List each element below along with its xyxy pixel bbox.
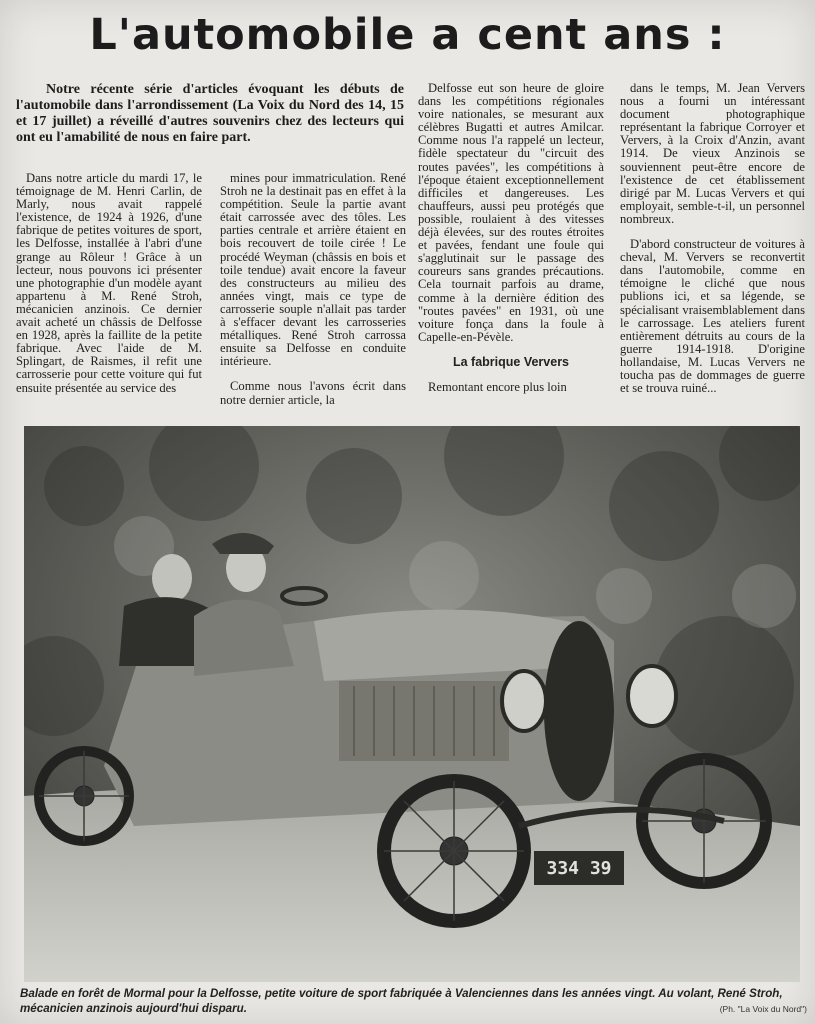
article-column-4 (620, 82, 805, 395)
vintage-car-photo (24, 426, 800, 982)
column-2-continued: Comme nous l'avons écrit dans notre dernier article, la (220, 379, 406, 407)
section-subhead: La fabrique Ververs (452, 354, 570, 369)
article-column-2 (220, 172, 406, 407)
lead-paragraph: Notre récente série d'articles évoquant les débuts de l'automobile dans l'arrondissement (La Voix du Nord des 14, 15 et 17 juillet) a réveillé d'autres souvenirs chez des lecteurs qui ont eu l'amabilité de nous en faire part. (16, 82, 404, 145)
column-1-text: Dans notre article du mardi 17, le témoignage de M. Henri Carlin, de Marly, nous avait rappelé l'existence, de 1924 à 1926, d'une fabrique de petites voitures de sport, les Delfosse, installée à l'abri d'une grange au Rôleur ! Grâce à un lecteur, nous pouvons ici présenter une photographie d'un modèle ayant appartenu à M. René Stroh, mécanicien anzinois. Ce dernier avait acheté un châssis de Delfosse en 1928, après la faillite de la petite fabrique. Avec l'aide de M. Splingart, de Raismes, il refit une carrosserie pour cette voiture qui fut ensuite présentée au service des (16, 171, 202, 395)
photo-caption: Balade en forêt de Mormal pour la Delfosse, petite voiture de sport fabriquée à Valenciennes dans les années vingt. Au volant, René Stroh, mécanicien anzinois aujourd'hui disparu. (20, 987, 783, 1015)
photo-illustration (24, 426, 800, 982)
column-2-text: mines pour immatriculation. René Stroh ne la destinait pas en effet à la compétition. Seule la partie avant était carrossée avec des tôles. Les parties centrale et arrière étaient en bois recouvert de toile cirée ! Le procédé Weyman (châssis en bois et toile tendue) avait encore la faveur des constructeurs au milieu des années vingt, mais ce type de carrosserie souple n'allait pas tarder à s'effacer devant les carrosseries métalliques. René Stroh carrossa ensuite sa Delfosse en conduite intérieure. (220, 171, 406, 369)
column-4-continued: D'abord constructeur de voitures à cheval, M. Ververs se reconvertit dans l'automobile, comme en témoigne le cliché que nous publions ici, et sa légende, se spécialisant vraisemblablement dans le carrossage. Les ateliers furent entièrement détruits au cours de la guerre 1914-1918. D'origine hollandaise, M. Lucas Ververs ne toucha pas de dommages de guerre et se trouva ruiné... (620, 237, 805, 396)
column-3-text: Delfosse eut son heure de gloire dans les compétitions régionales voire nationales, se mesurant aux célèbres Bugatti et autres Amilcar. Comme nous l'a rappelé un lecteur, fidèle spectateur du "circuit des routes pavées", les compétitions à l'époque étaient exceptionnellement difficiles et dangereuses. Les chauffeurs, aussi peu protégés que possible, roulaient à des vitesses déjà élevées, sur des routes étroites et pavées, fendant une foule qui s'agglutinait sur le passage des coureurs sans grandes précautions. Cela tournait parfois au drame, comme à la dernière édition des "routes pavées" en 1931, où une voiture fonça dans la foule à Capelle-en-Pévèle. (418, 81, 604, 344)
article-column-3 (418, 82, 604, 394)
article-column-1 (16, 172, 202, 395)
photo-credit: (Ph. "La Voix du Nord") (719, 1004, 807, 1014)
license-plate: 334 39 (546, 858, 612, 879)
headline: L'automobile a cent ans : (89, 10, 726, 60)
column-3-continued: Remontant encore plus loin (428, 379, 567, 394)
column-4-text: dans le temps, M. Jean Ververs nous a fourni un intéressant document photographique représentant la fabrique Corroyer et Ververs, à la Croix d'Anzin, avant 1914. De vieux Anzinois se souviennent peut-être encore de l'existence de cet établissement dirigé par M. Lucas Ververs et qui employait, semble-t-il, un personnel nombreux. (620, 81, 805, 226)
